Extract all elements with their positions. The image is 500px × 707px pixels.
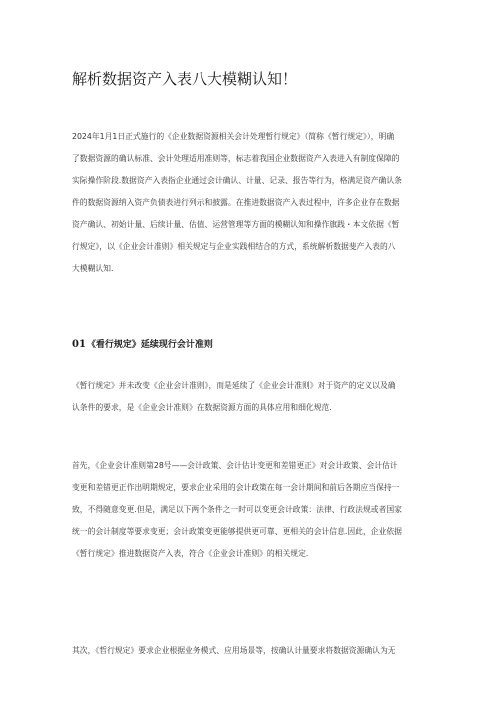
section-heading-text: 《看行规定》延续现行会计准则 <box>86 340 213 350</box>
section-paragraph-3 <box>72 640 432 662</box>
paragraph-line: 首先，《企业会计准则第28号——会计政策、会计估计变更和差错更正》对会计政策、会计估计 <box>72 461 398 470</box>
paragraph-line: 统一的会计制度等要求变更；会计政策变更能够提供更可靠、更相关的会计信息.因此，企业依据 <box>72 527 402 536</box>
article-title: 解析数据资产入表八大模糊认知！ <box>72 70 298 88</box>
section-paragraph-1 <box>72 375 432 419</box>
paragraph-line: 其次，《哲行规定》要求企业根据业务模式、应用场景等，按确认计量要求将数据资源确认为无 <box>72 646 396 655</box>
paragraph-line: 《暂行规定》推进数据资产入表，符合《企业会计准则》的相关规定. <box>72 549 309 558</box>
intro-paragraph <box>72 126 432 280</box>
section-number: 01 <box>72 339 86 350</box>
paragraph-line: 行规定》，以《企业会计准则》相关规定与企业实践相结合的方式，系统解析数据斐产入表的八 <box>72 242 396 251</box>
paragraph-line: 2024年1月1日正式施行的《企业数据资源相关会计处理暂行规定》（简称《暂行规定》），明确 <box>72 132 395 141</box>
paragraph-line: 《暂行规定》并未改变《企业会计准则》，而是延续了《企业会计准则》对于资产的定义以及确 <box>72 381 396 390</box>
paragraph-line: 认条件的要求，是《企业会计准则》在数据资源方面的具体应用和细化规范. <box>72 403 332 412</box>
paragraph-line: 件的数据资源纳入资产负债表进行列示和披露。在推进数据资产入表过程中，许多企业存在数据 <box>72 198 400 207</box>
section-heading <box>72 338 432 352</box>
paragraph-line: 致，不得随意变更.但是，满足以下两个条件之一时可以变更会计政策：法律、行政法规或者国家 <box>72 505 402 514</box>
section-paragraph-2 <box>72 455 432 565</box>
paragraph-line: 资产确认、初始计量、后续计量、估值、运营管理等方面的模糊认知和操作旗践・本文依据《暂 <box>72 220 400 229</box>
paragraph-line: 大模糊认知. <box>72 264 114 273</box>
paragraph-line: 了数据资源的确认标准、会计处理适用准则等，标志着我国企业数据资产入表进入有制度保障的 <box>72 154 400 163</box>
paragraph-line: 变更和差错更正作出明期规定，要求企业采用的会计政策在每一会计期间和前后各期应当保持一 <box>72 483 400 492</box>
paragraph-line: 实际操作阶段.数据资产入表指企业通过会计确认、计量、记录、报告等行为，格满足资产确认条 <box>72 176 402 185</box>
